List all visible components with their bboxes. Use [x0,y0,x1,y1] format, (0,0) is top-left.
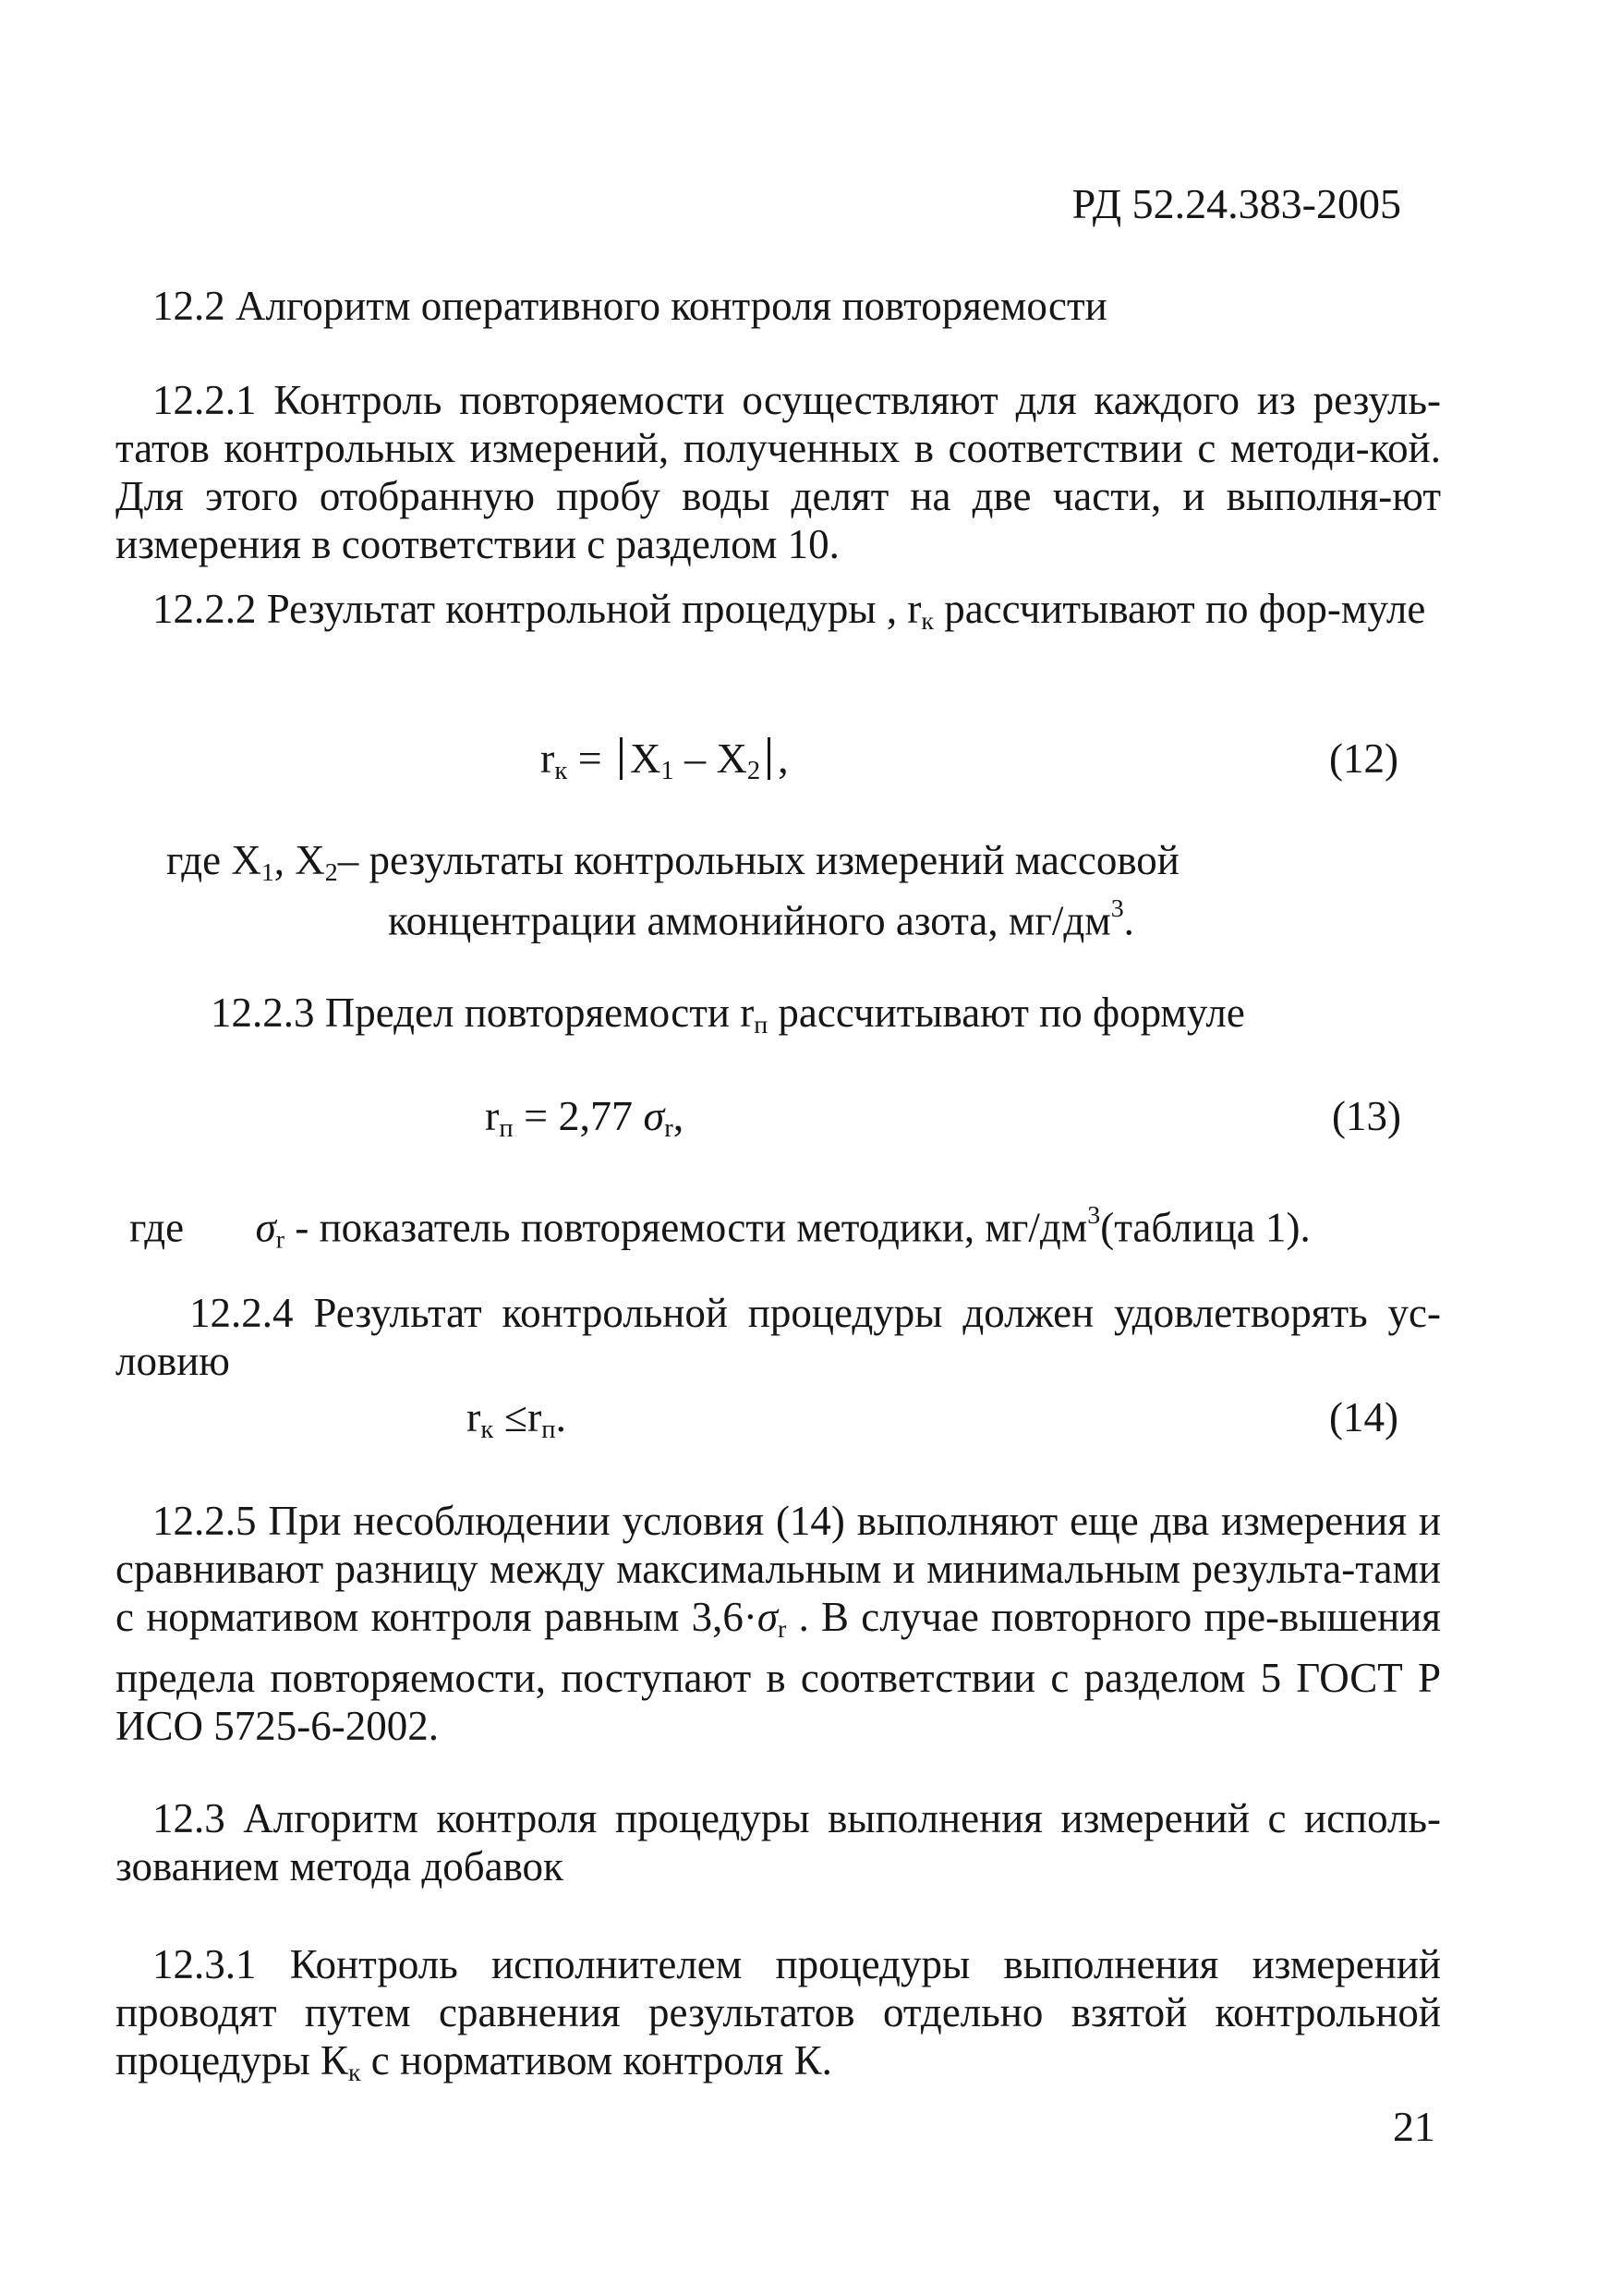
formula-13: $r_п = 2,77$ $\sigma_r$, [485,1092,684,1144]
where-12-line-1: где $X_1$, $X_2-$ результаты контрольных измерений массовой [166,837,1180,887]
where-13-line: где $\sigma_r$ - показатель повторяемости методики, $мг/дм^3(таблица$ 1). [129,1201,1311,1255]
symbol-r-p: $r_п$ [740,990,768,1039]
equation-number-13: (13) [1332,1093,1401,1139]
paragraph-12-2-5: 12.2.5 При несоблюдении условия (14) выполняют еще два измерения и сравнивают разницу между максимальным и минимальным результа-тами с нормативом контроля равным $3,6\cdot\sigma_r$ . В случае повторного пре-вышения предела повторяемости, поступают в соответствии с разделом 5 ГОСТ Р ИСО 5725-6-2002. [115,1498,1442,1749]
section-12-2-title [115,282,1441,330]
equation-number-14: (14) [1329,1394,1398,1440]
paragraph-12-2-5-text-b: . В случае повторного пре-вышения предела повторяемости, поступают в соответствии с разделом 5 ГОСТ Р ИСО 5725-6-2002. [115,1594,1442,1749]
abs-bar-right [768,737,770,780]
section-12-2-title-text: 12.2 Алгоритм оперативного контроля повторяемости [152,283,1107,329]
equation-number-12: (12) [1329,735,1398,782]
paragraph-12-3-1-text-b: с нормативом контроля К. [370,2037,832,2083]
paragraph-12-3-1: 12.3.1 Контроль исполнителем процедуры выполнения измерений проводят путем сравнения результатов отдельно взятой контрольной процедуры $К_к$ с нормативом контроля К. [115,1941,1441,2087]
formula-12: $r_к = X_1 - X_2$ , [540,735,789,786]
where-12-line-2: концентрации аммонийного азота, $мг/дм^3$. [388,894,1134,944]
paragraph-12-2-4 [115,1289,1441,1385]
paragraph-12-2-2-text-a: 12.2.2 Результат контрольной процедуры , [152,586,898,632]
paragraph-12-2-4-text: 12.2.4 Результат контрольной процедуры должен удовлетворять ус-ловию [115,1290,1441,1384]
page-number: 21 [1393,2103,1435,2150]
paragraph-12-2-5-text-a: 12.2.5 При несоблюдении условия (14) выполняют еще два измерения и сравнивают разницу между максимальным и минимальным результа-тами с нормативом контроля равным 3,6· [115,1498,1441,1640]
paragraph-12-2-2-text-b: рассчитывают по фор-муле [944,586,1426,632]
paragraph-12-2-1-text: 12.2.1 Контроль повторяемости осуществляют для каждого из резуль-татов контрольных измерений, полученных в соответствии с методи-кой. Для этого отобранную пробу воды делят на две части, и выполня-ют измерения в соответствии с разделом 10. [115,377,1441,567]
abs-bar-left [620,737,623,780]
paragraph-12-3-1-text-a: 12.3.1 Контроль исполнителем процедуры выполнения измерений проводят путем сравнения результатов отдельно взятой контрольной процедуры К [115,1941,1441,2083]
section-12-3-title [115,1794,1441,1890]
section-12-3-title-text: 12.3 Алгоритм контроля процедуры выполнения измерений с исполь-зованием метода добавок [115,1795,1441,1889]
paragraph-12-2-3: 12.2.3 Предел повторяемости $r_п$ рассчитывают по формуле [211,990,1245,1039]
paragraph-12-2-2 [115,585,1441,646]
formula-14: $r_к \le r_п$. [466,1393,567,1445]
symbol-r-k: $r_к$ [907,586,934,636]
document-code-header: РД 52.24.383-2005 [1071,180,1401,227]
paragraph-12-2-1 [115,376,1441,568]
